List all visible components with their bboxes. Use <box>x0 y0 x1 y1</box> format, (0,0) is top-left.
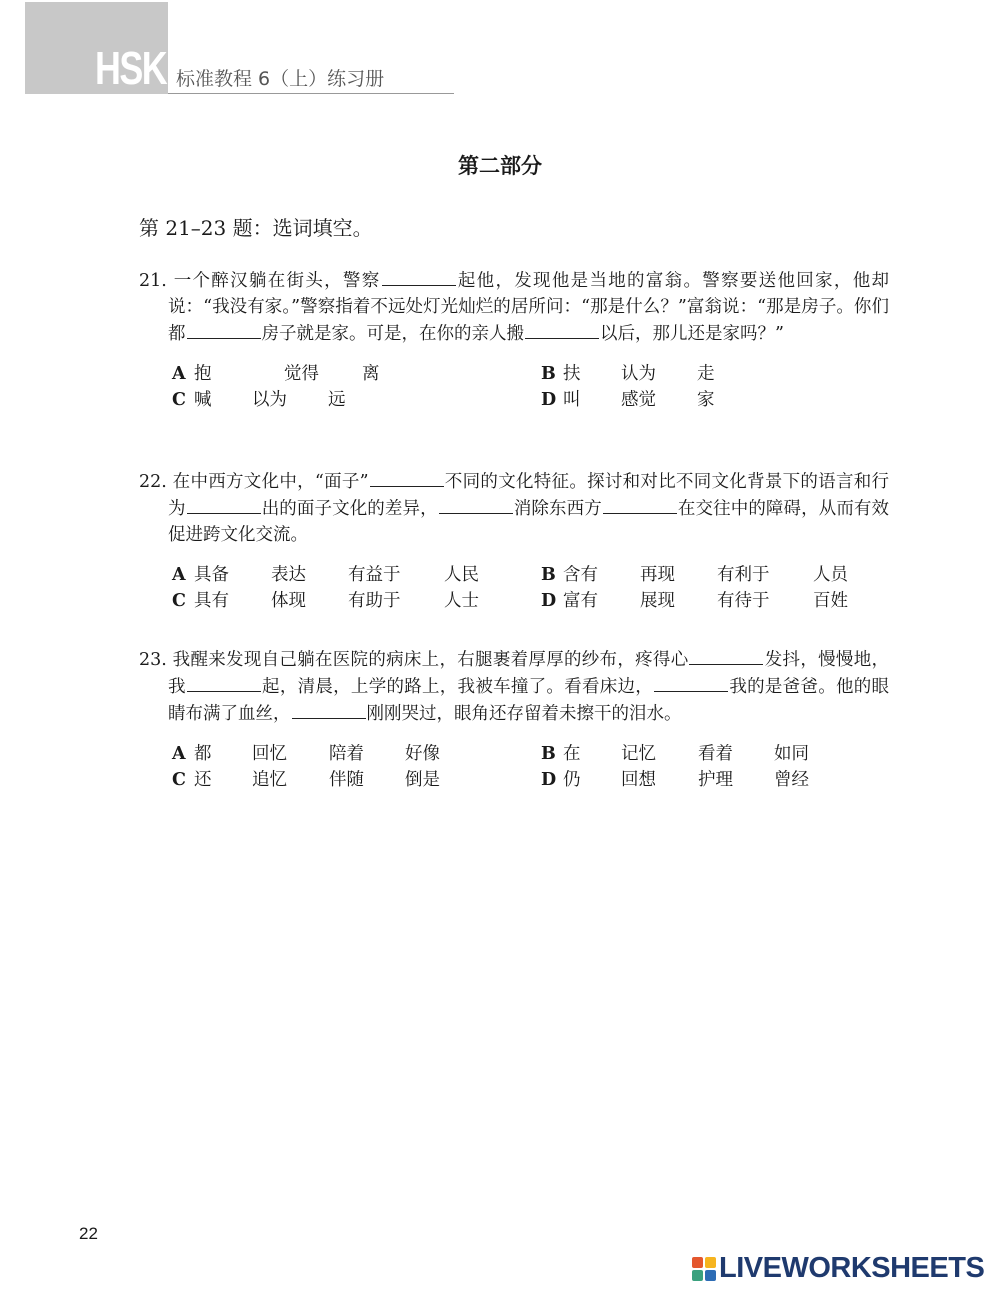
option-c[interactable]: C 具有 体现 有助于 人士 <box>172 591 479 611</box>
header-rule <box>168 93 454 94</box>
option-b[interactable]: B 在 记忆 看着 如同 <box>541 744 809 764</box>
question-text: 22. 在中西方文化中，“面子” 不同的文化特征。探讨和对比不同文化背景下的语言和行为 出的面子文化的差异， 消除东西方 在交往中的障碍，从而有效促进跨文化交流。 <box>139 468 889 548</box>
answer-blank[interactable] <box>689 646 763 665</box>
question-text: 21. 一个醉汉躺在街头，警察 起他，发现他是当地的富翁。警察要送他回家，他却说：“我没有家。”警察指着不远处灯光灿烂的居所问：“那是什么？”富翁说：“那是房子。你们都 房子就是家。可是，在你的亲人搬 以后，那儿还是家吗？” <box>139 267 889 347</box>
answer-blank[interactable] <box>292 700 366 719</box>
option-a[interactable]: A 都 回忆 陪着 好像 <box>172 744 440 764</box>
logo-square-4 <box>705 1270 716 1281</box>
answer-blank[interactable] <box>603 495 677 514</box>
question-23 <box>139 646 889 793</box>
option-d[interactable]: D 富有 展现 有待于 百姓 <box>541 591 848 611</box>
question-text: 23. 我醒来发现自己躺在医院的病床上，右腿裹着厚厚的纱布，疼得心 发抖，慢慢地，我 起，清晨，上学的路上，我被车撞了。看看床边， 我的是爸爸。他的眼睛布满了血丝， 刚刚哭过，眼角还存留着未擦干的泪水。 <box>139 646 889 727</box>
option-b[interactable]: B 扶 认为 走 <box>541 364 715 384</box>
answer-blank[interactable] <box>525 320 599 339</box>
answer-blank[interactable] <box>382 267 456 286</box>
question-21 <box>139 267 889 413</box>
option-d[interactable]: D 叫 感觉 家 <box>541 390 715 410</box>
options-21 <box>139 361 889 413</box>
liveworksheets-logo-icon <box>692 1257 716 1281</box>
watermark-text: LIVEWORKSHEETS <box>719 1252 985 1284</box>
instruction: 第 21–23 题：选词填空。 <box>139 216 373 240</box>
logo-square-1 <box>692 1257 703 1268</box>
option-d[interactable]: D 仍 回想 护理 曾经 <box>541 770 809 790</box>
answer-blank[interactable] <box>187 673 261 692</box>
answer-blank[interactable] <box>439 495 513 514</box>
page-number: 22 <box>79 1224 98 1243</box>
book-title: 标准教程 6（上）练习册 <box>176 68 385 90</box>
hsk-logo: HSK <box>95 42 167 94</box>
logo-square-3 <box>692 1270 703 1281</box>
option-b[interactable]: B 含有 再现 有利于 人员 <box>541 565 848 585</box>
option-a[interactable]: A 抱 觉得 离 <box>172 364 380 384</box>
answer-blank[interactable] <box>187 320 261 339</box>
question-22 <box>139 468 889 614</box>
option-a[interactable]: A 具备 表达 有益于 人民 <box>172 565 479 585</box>
options-23 <box>139 741 889 793</box>
section-title: 第二部分 <box>458 153 542 178</box>
option-c[interactable]: C 还 追忆 伴随 倒是 <box>172 770 440 790</box>
options-22 <box>139 562 889 614</box>
answer-blank[interactable] <box>370 468 444 487</box>
option-c[interactable]: C 喊 以为 远 <box>172 390 346 410</box>
answer-blank[interactable] <box>654 673 728 692</box>
logo-square-2 <box>705 1257 716 1268</box>
answer-blank[interactable] <box>187 495 261 514</box>
